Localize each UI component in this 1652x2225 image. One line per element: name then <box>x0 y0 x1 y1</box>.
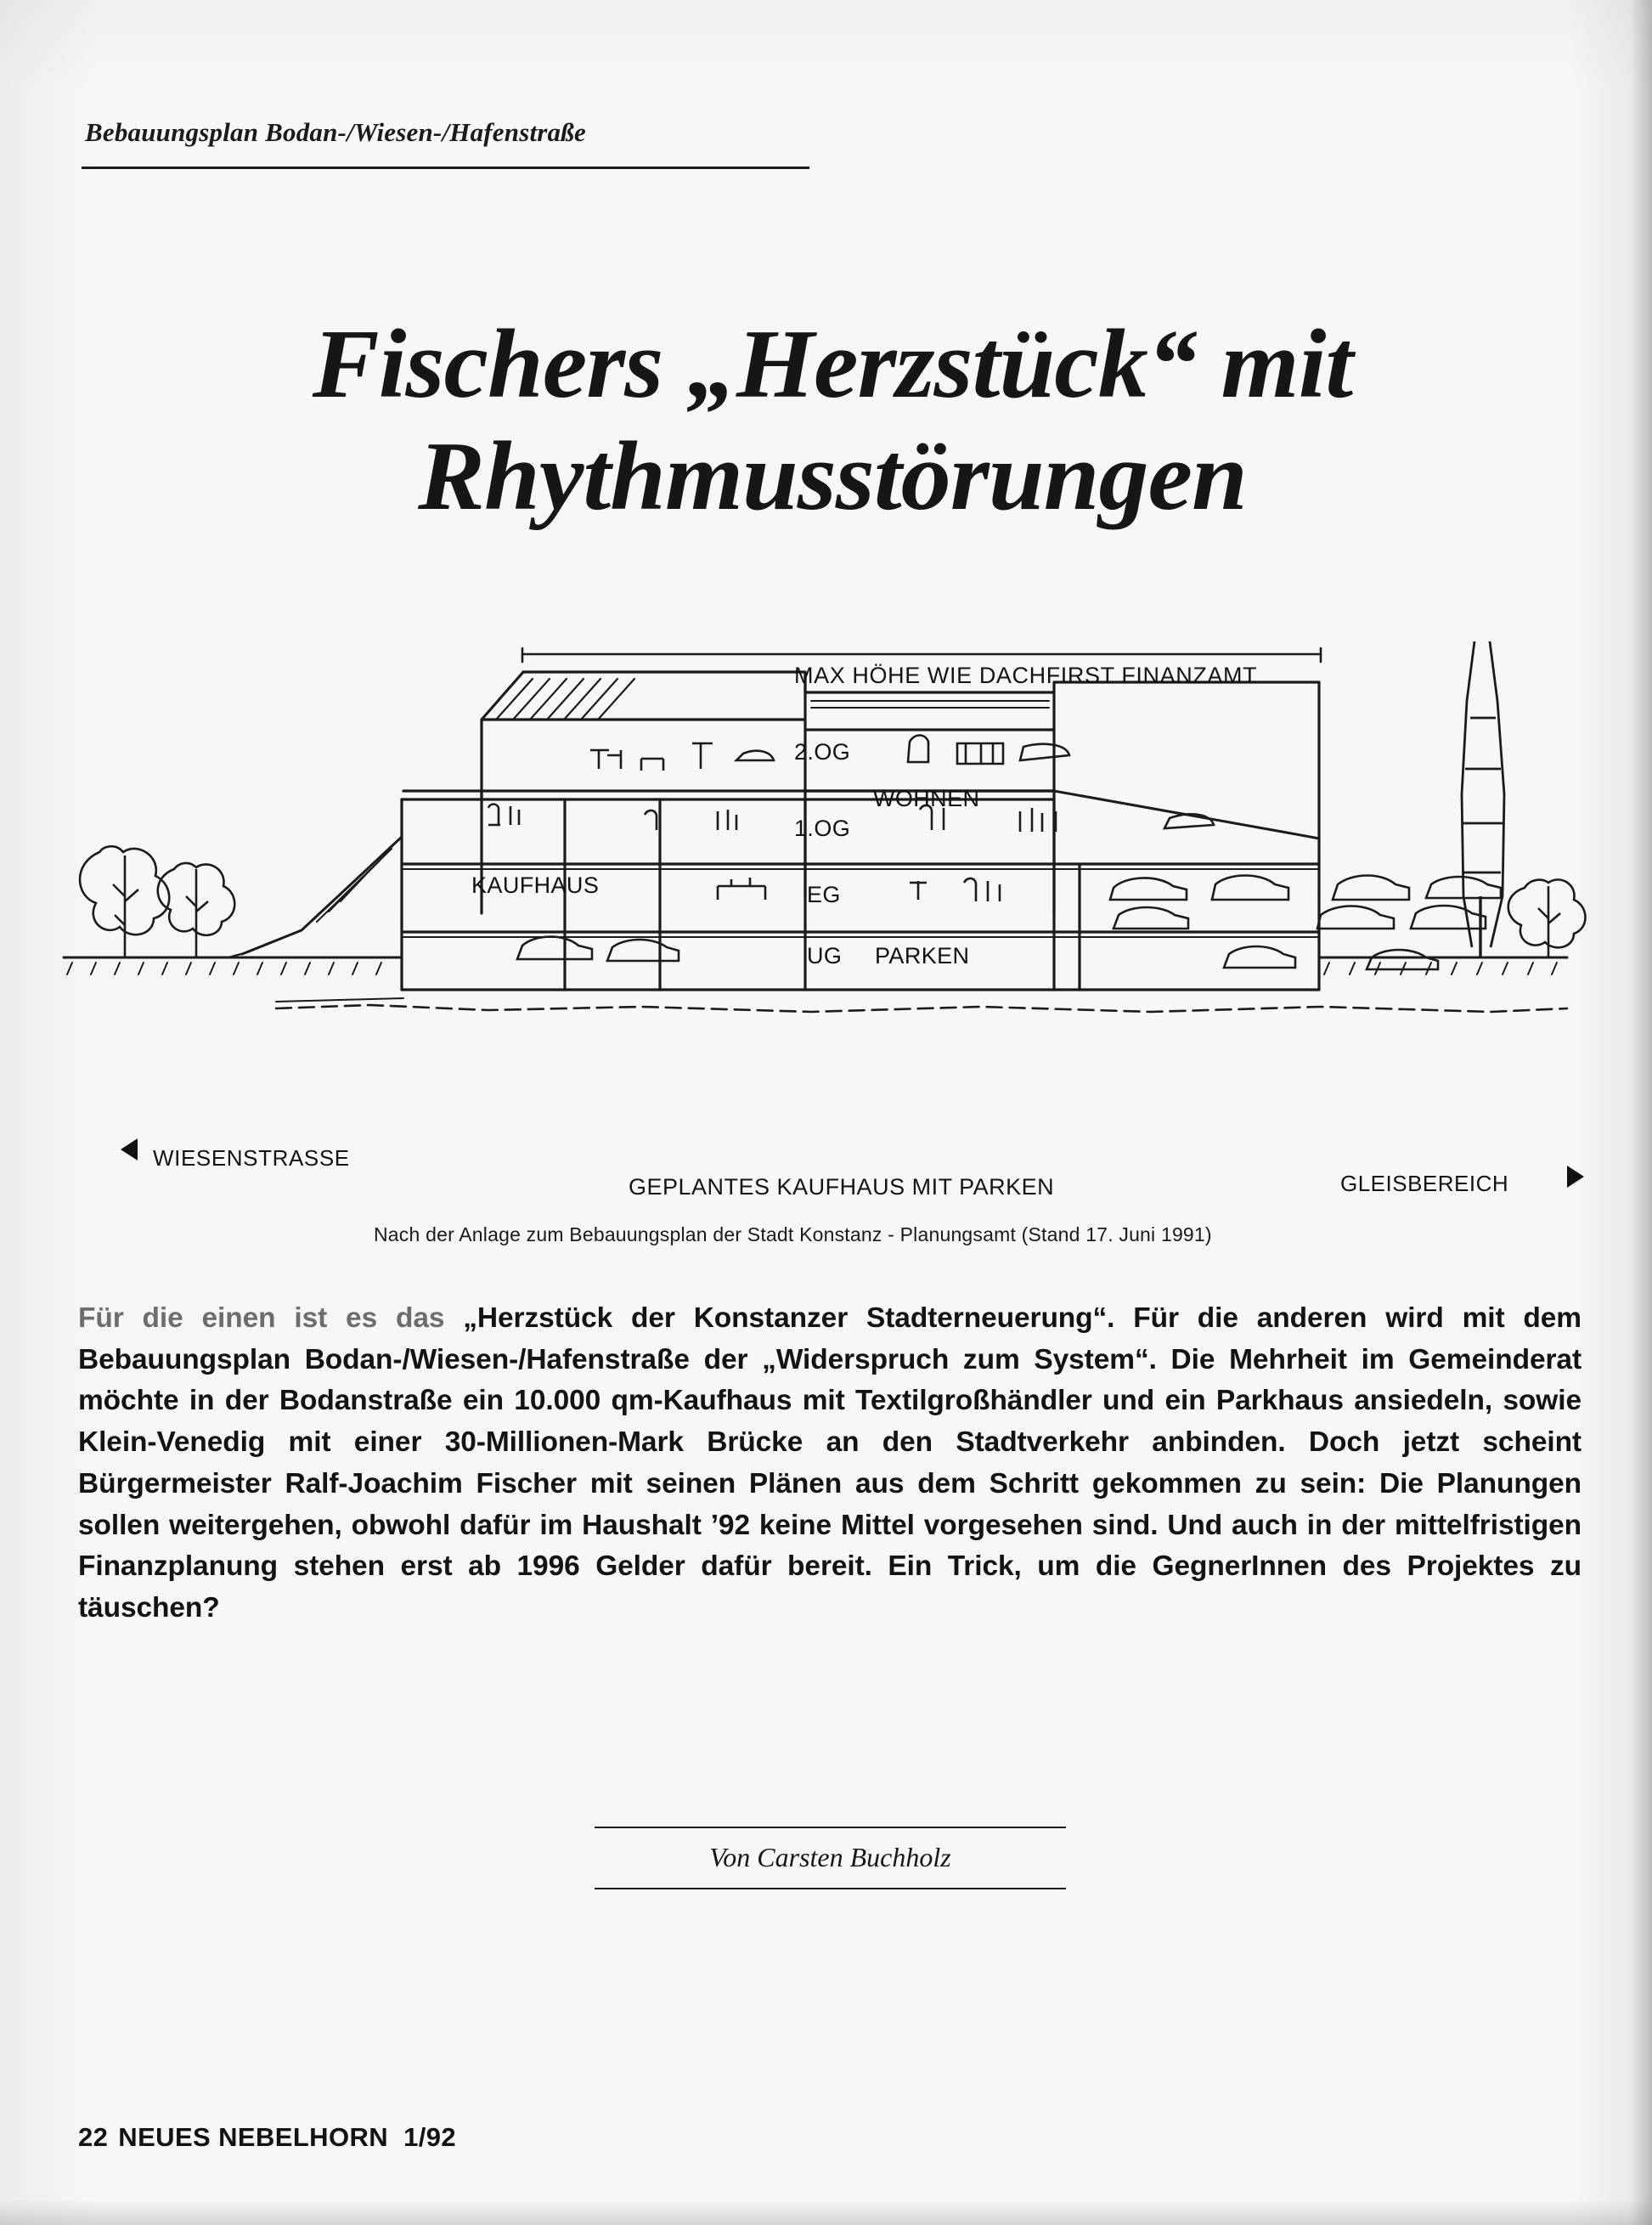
lead-text-main: „Herzstück der Konstanzer Stadterneuerung“. Für die anderen wird mit dem Bebauungsplan Bodan-/Wiesen-/Hafenstraße der „Widerspruch zum System“. Die Mehrheit im Gemeinderat möchte in der Bodanstraße ein 10.000 qm-Kaufhaus mit Textilgroßhändler und ein Parkhaus ansiedeln, sowie Klein-Venedig mit einer 30-Millionen-Mark Brücke an den Stadtverkehr anbinden. Doch jetzt scheint Bürgermeister Ralf-Joachim Fischer mit seinen Plänen aus dem Schritt gekommen zu sein: Die Planungen sollen weitergehen, obwohl dafür im Haushalt ’92 keine Mittel vorgesehen sind. Und auch in der mittelfristigen Finanzplanung stehen erst ab 1996 Gelder dafür bereit. Ein Trick, um die GegnerInnen des Projektes zu täuschen? <box>78 1302 1582 1624</box>
figure-caption-center: GEPLANTES KAUFHAUS MIT PARKEN <box>629 1174 1055 1200</box>
interior-scribbles <box>488 736 1501 970</box>
footer-page-number: 22 <box>78 2122 109 2152</box>
room-label-1og: 1.OG <box>794 816 851 841</box>
room-label-kaufhaus: KAUFHAUS <box>471 872 600 898</box>
byline: Von Carsten Buchholz <box>709 1842 951 1872</box>
page-title <box>102 310 1563 532</box>
byline-rule-top <box>595 1827 1066 1828</box>
footer-magazine-name: NEUES NEBELHORN <box>118 2122 389 2152</box>
arrow-left-icon <box>121 1138 138 1161</box>
tree-right <box>1508 879 1586 957</box>
building-section-drawing <box>47 641 1618 1211</box>
byline-rule-bottom <box>595 1888 1066 1889</box>
room-label-wohnen: WOHNEN <box>873 786 980 811</box>
lead-paragraph <box>78 1298 1582 1629</box>
page-edge-shadow-bottom <box>0 2200 1652 2225</box>
headline-line-2: Rhythmusstörungen <box>418 422 1247 532</box>
arrow-right-icon <box>1567 1166 1584 1188</box>
figure-caption-left: WIESENSTRASSE <box>153 1145 350 1171</box>
lead-text-faded: Für die einen ist es das <box>78 1302 464 1334</box>
room-label-eg: EG <box>807 882 841 907</box>
figure-top-label: MAX HÖHE WIE DACHFIRST FINANZAMT <box>794 663 1258 688</box>
page-footer <box>78 2122 456 2153</box>
page-edge-shadow-right <box>1630 0 1652 2225</box>
running-head-rule <box>82 167 809 169</box>
headline-line-1: Fischers „Herzstück“ mit <box>312 310 1353 419</box>
figure-caption-right: GLEISBEREICH <box>1340 1171 1509 1196</box>
tree-left-group <box>80 846 234 957</box>
room-label-2og: 2.OG <box>794 739 851 765</box>
room-label-parken: PARKEN <box>875 943 970 968</box>
figure-source-note: Nach der Anlage zum Bebauungsplan der Stadt Konstanz - Planungsamt (Stand 17. Juni 1991) <box>374 1223 1212 1245</box>
footer-issue: 1/92 <box>403 2122 456 2152</box>
room-label-ug: UG <box>807 943 843 968</box>
running-head: Bebauungsplan Bodan-/Wiesen-/Hafenstraße <box>85 117 586 147</box>
building-section-illustration <box>47 641 1618 1211</box>
